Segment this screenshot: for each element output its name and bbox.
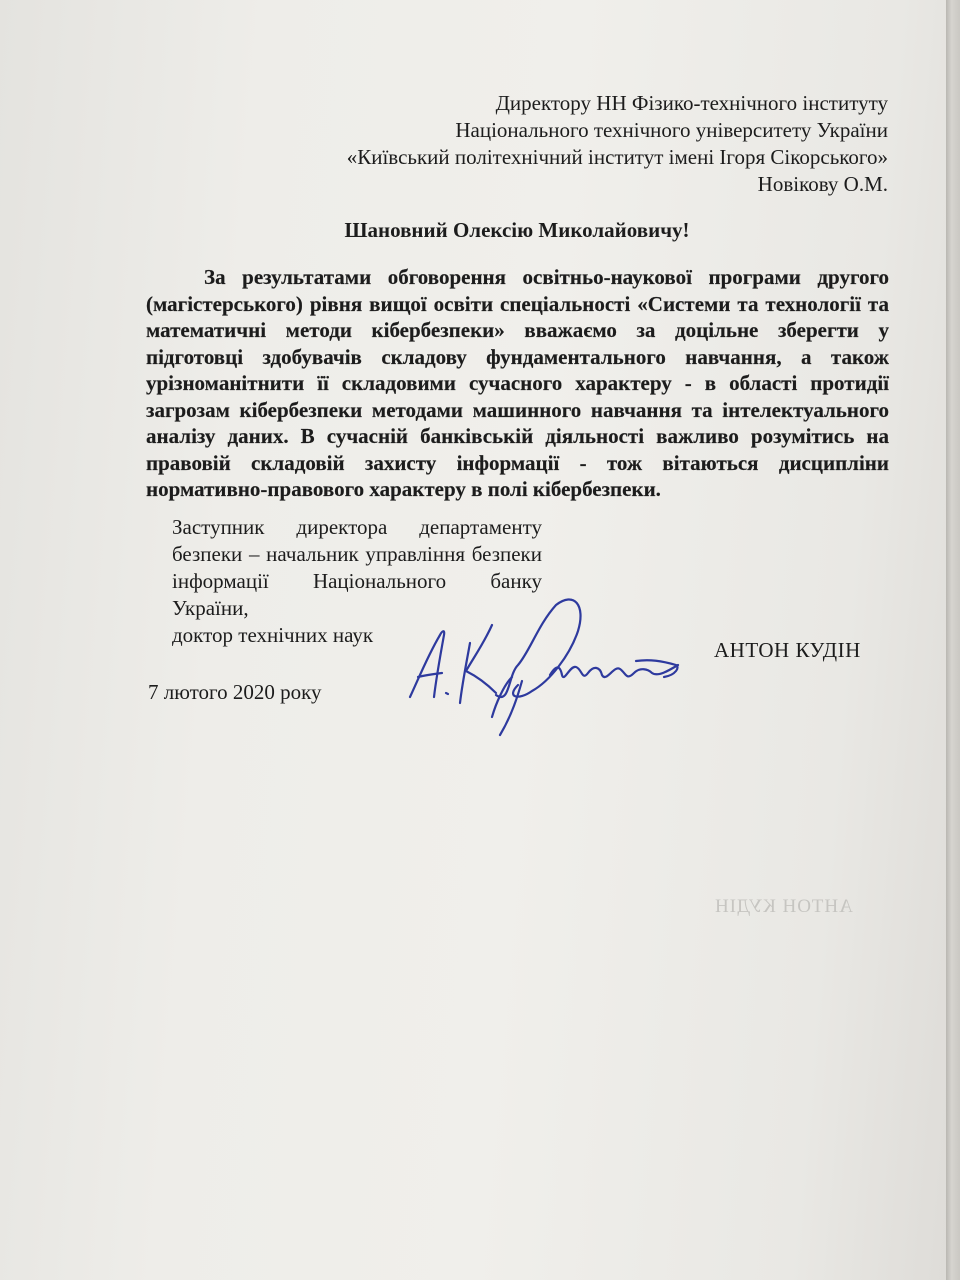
position-line: доктор технічних наук bbox=[172, 623, 374, 647]
bleed-through-text: АНТОН КУДІН bbox=[714, 896, 853, 917]
position-line: Заступник директора департаменту bbox=[172, 515, 542, 539]
position-line: інформації Національного банку bbox=[172, 569, 542, 593]
addressee-name: Новікову О.М. bbox=[757, 172, 888, 196]
paper-edge bbox=[946, 0, 960, 1280]
handwritten-signature bbox=[400, 585, 700, 745]
signatory-name: АНТОН КУДІН bbox=[714, 638, 861, 662]
greeting: Шановний Олексію Миколайовичу! bbox=[344, 218, 690, 242]
addressee-line: Національного технічного університету України bbox=[455, 118, 888, 142]
position-line: безпеки – начальник управління безпеки bbox=[172, 542, 542, 566]
position-line: України, bbox=[172, 596, 249, 620]
body-paragraph: За результатами обговорення освітньо-наукової програми другого (магістерського) рівня вищої освіти спеціальності «Системи та технології та математичні методи кібербезпеки» вважаємо за доцільне зберегти у підготовці здобувачів складову фундаментального навчання, а також урізноманітнити її складовими сучасного характеру - в області протидії загрозам кібербезпеки методами машинного навчання та інтелектуального аналізу даних. В сучасній банківській діяльності важливо розумітись на правовій складовій захисту інформації - тож вітаються дисципліни нормативно-правового характеру в полі кібербезпеки. bbox=[146, 265, 889, 501]
letter-date: 7 лютого 2020 року bbox=[148, 680, 322, 704]
addressee-block bbox=[328, 90, 888, 198]
addressee-line: Директору НН Фізико-технічного інституту bbox=[495, 91, 888, 115]
addressee-line: «Київський політехнічний інститут імені Ігоря Сікорського» bbox=[346, 145, 888, 169]
